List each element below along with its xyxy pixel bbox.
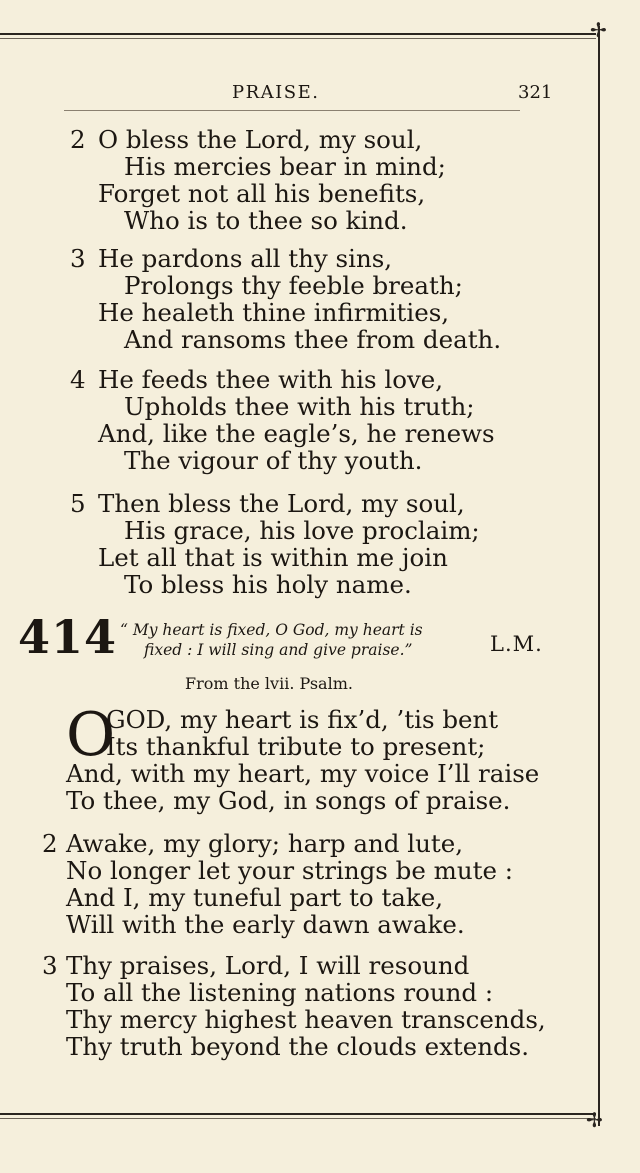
verse-line: No longer let your strings be mute :	[66, 856, 514, 885]
bottom-border-rule	[0, 1113, 596, 1115]
corner-cross-icon: ✢	[590, 18, 607, 42]
verse	[0, 490, 600, 598]
verse-line: To bless his holy name.	[124, 570, 412, 599]
verse-line: Forget not all his benefits,	[98, 179, 426, 208]
hymn-source: From the lvii. Psalm.	[185, 674, 353, 693]
verse-line: His mercies bear in mind;	[124, 152, 446, 181]
verse	[0, 126, 600, 234]
top-border-rule-thin	[0, 38, 596, 39]
verse	[0, 700, 600, 815]
verse-line: Who is to thee so kind.	[124, 206, 408, 235]
hymn-heading	[0, 612, 600, 672]
verse-line: And ransoms thee from death.	[124, 325, 502, 354]
verse-line: And, like the eagle’s, he renews	[98, 419, 495, 448]
section-title: PRAISE.	[232, 82, 320, 103]
verse-line: 2 O bless the Lord, my soul,	[70, 125, 423, 154]
verse-line: To all the listening nations round :	[66, 978, 494, 1007]
header-rule	[64, 110, 520, 111]
verse-line: 3 He pardons all thy sins,	[70, 244, 393, 273]
verse-line: His grace, his love proclaim;	[124, 516, 480, 545]
verse-line: Its thankful tribute to present;	[106, 732, 486, 761]
verse-line: And I, my tuneful part to take,	[66, 883, 444, 912]
hymn-epigraph: “ My heart is fixed, O God, my heart is fixed : I will sing and give praise.”	[120, 621, 423, 659]
verse-line: Thy mercy highest heaven transcends,	[66, 1005, 546, 1034]
verse-line: He healeth thine infirmities,	[98, 298, 450, 327]
verse	[0, 245, 600, 353]
verse	[0, 830, 600, 938]
verse-line: 5 Then bless the Lord, my soul,	[70, 489, 465, 518]
verse-line: 3 Thy praises, Lord, I will resound	[42, 951, 470, 980]
hymn-meter: L.M.	[490, 632, 543, 656]
drop-cap: O	[66, 700, 116, 770]
verse-line: Prolongs thy feeble breath;	[124, 271, 463, 300]
verse-line: Let all that is within me join	[98, 543, 448, 572]
verse-line: Will with the early dawn awake.	[66, 910, 465, 939]
bottom-border-rule-thin	[0, 1118, 596, 1119]
verse-line: 4 He feeds thee with his love,	[70, 365, 444, 394]
verse-number: 5	[70, 489, 86, 518]
verse	[0, 952, 600, 1060]
verse	[0, 366, 600, 474]
running-header	[0, 82, 560, 108]
verse-number: 4	[70, 365, 86, 394]
corner-cross-icon: ✢	[586, 1108, 603, 1132]
verse-line: Upholds thee with his truth;	[124, 392, 475, 421]
verse-line: Thy truth beyond the clouds extends.	[66, 1032, 530, 1061]
verse-line: And, with my heart, my voice I’ll raise	[66, 759, 540, 788]
page-number: 321	[518, 82, 553, 103]
verse-line: To thee, my God, in songs of praise.	[66, 786, 511, 815]
verse-line: The vigour of thy youth.	[124, 446, 423, 475]
hymn-number: 414	[18, 610, 118, 664]
verse-number: 2	[70, 125, 86, 154]
verse-line: 2 Awake, my glory; harp and lute,	[42, 829, 463, 858]
top-border-rule	[0, 33, 596, 35]
verse-number: 3	[70, 244, 86, 273]
verse-line: GOD, my heart is fix’d, ’tis bent	[106, 705, 499, 734]
verse-number: 3	[42, 951, 58, 980]
verse-number: 2	[42, 829, 58, 858]
